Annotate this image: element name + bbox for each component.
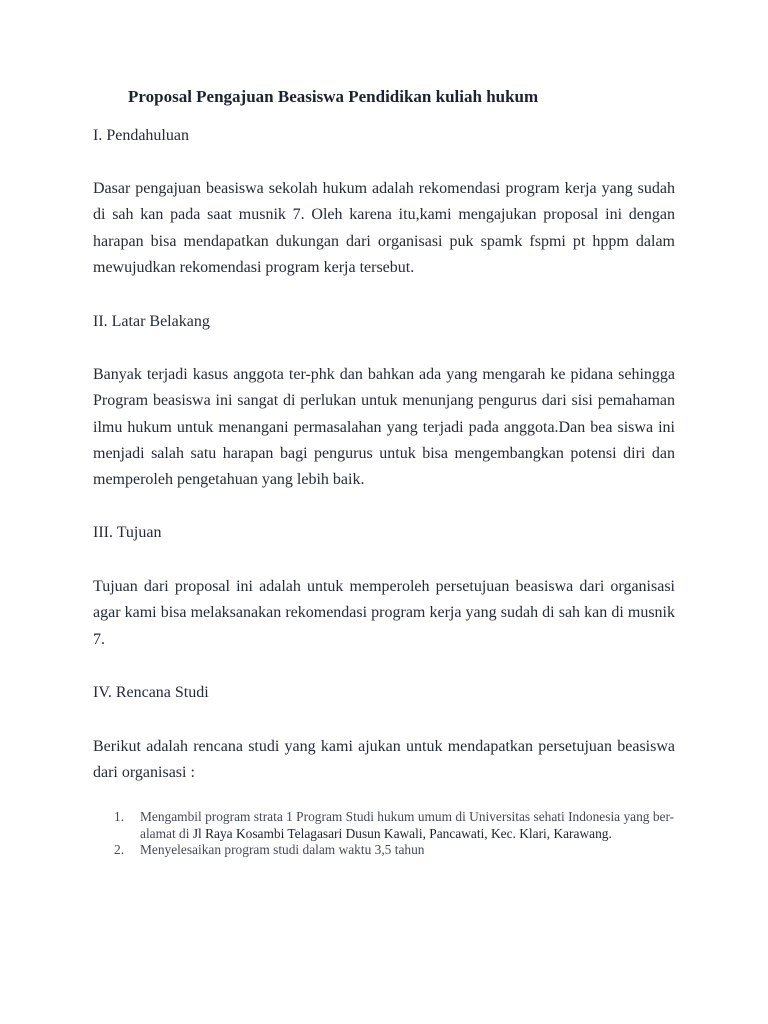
- paragraph-pendahuluan: Dasar pengajuan beasiswa sekolah hukum adalah rekomendasi program kerja yang sudah di sah kan pada saat musnik 7. Oleh karena itu,kami mengajukan proposal ini dengan harapan bisa mendapatkan dukungan dari organisasi puk spamk fspmi pt hppm dalam mewujudkan rekomendasi program kerja tersebut.: [93, 180, 675, 276]
- list-item-text: Menyelesaikan program studi dalam waktu 3,5 tahun: [140, 842, 425, 857]
- section-heading-rencana-studi: IV. Rencana Studi: [93, 684, 209, 701]
- section-heading-latar-belakang: II. Latar Belakang: [93, 313, 210, 330]
- section-heading-pendahuluan: I. Pendahuluan: [93, 127, 189, 144]
- study-plan-list: [93, 809, 675, 859]
- section-heading-tujuan: III. Tujuan: [93, 524, 162, 541]
- list-item: [93, 809, 675, 842]
- document-title: Proposal Pengajuan Beasiswa Pendidikan kuliah hukum: [128, 87, 539, 106]
- paragraph-rencana-studi: Berikut adalah rencana studi yang kami ajukan untuk mendapatkan persetujuan beasiswa dari organisasi :: [93, 738, 675, 782]
- list-number: 1.: [114, 809, 125, 824]
- list-number: 2.: [114, 842, 125, 857]
- list-item-text: Mengambil program strata 1 Program Studi hukum umum di Universitas sehati Indonesia yang ber-alamat di: [140, 809, 675, 841]
- paragraph-tujuan: Tujuan dari proposal ini adalah untuk memperoleh persetujuan beasiswa dari organisasi agar kami bisa melaksanakan rekomendasi program kerja yang sudah di sah kan di musnik 7.: [93, 578, 675, 648]
- university-address: Jl Raya Kosambi Telagasari Dusun Kawali, Pancawati, Kec. Klari, Karawang.: [192, 825, 612, 841]
- paragraph-latar-belakang: Banyak terjadi kasus anggota ter-phk dan bahkan ada yang mengarah ke pidana sehingga Program beasiswa ini sangat di perlukan untuk menunjang pengurus dari sisi pemahaman ilmu hukum untuk menangani permasalahan yang terjadi pada anggota.Dan bea siswa ini menjadi salah satu harapan bagi pengurus untuk bisa mengembangkan potensi diri dan memperoleh pengetahuan yang lebih baik.: [93, 366, 675, 489]
- list-item: [93, 842, 675, 859]
